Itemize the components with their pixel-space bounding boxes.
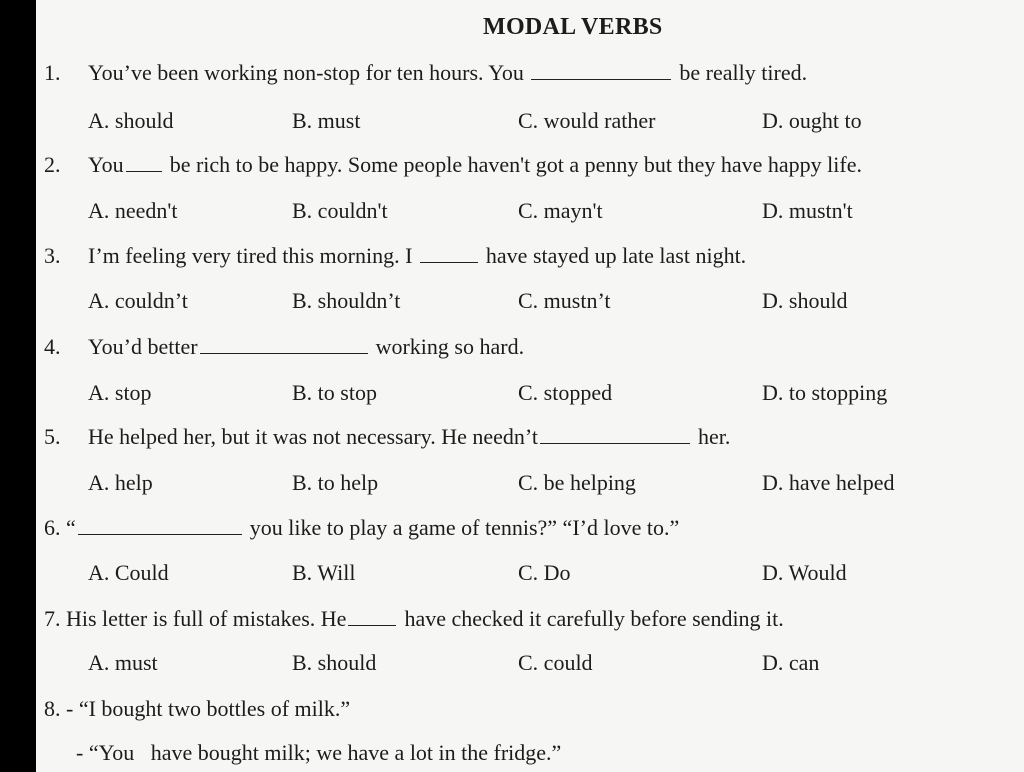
question-text-after: you like to play a game of tennis?” “I’d love to.” — [249, 515, 680, 540]
question-text-before: He helped her, but it was not necessary. He needn’t — [88, 424, 538, 449]
question-number: 4. — [44, 334, 61, 359]
option-d: D. have helped — [762, 470, 895, 495]
option-d: D. can — [762, 650, 820, 675]
option-c: C. be helping — [518, 470, 636, 495]
question-text-after: have checked it carefully before sending it. — [404, 606, 784, 631]
question-4 — [44, 334, 524, 360]
answer-blank — [348, 607, 396, 626]
option-a: A. Could — [88, 560, 169, 585]
answer-blank — [200, 335, 368, 354]
option-b: B. to help — [292, 470, 379, 495]
question-number: 1. — [44, 60, 61, 85]
option-b: B. shouldn’t — [292, 288, 401, 313]
question-number: 8. — [44, 696, 61, 721]
question-text-after: be really tired. — [679, 60, 808, 85]
option-d: D. to stopping — [762, 380, 888, 405]
option-c: C. would rather — [518, 108, 656, 133]
option-c: C. could — [518, 650, 593, 675]
question-number: 7. — [44, 606, 61, 631]
option-d: D. Would — [762, 560, 847, 585]
option-a: A. needn't — [88, 198, 178, 223]
option-a: A. must — [88, 650, 158, 675]
option-b: B. must — [292, 108, 361, 133]
option-d: D. ought to — [762, 108, 862, 133]
option-b: B. should — [292, 650, 377, 675]
question-6 — [44, 515, 679, 541]
option-b: B. couldn't — [292, 198, 388, 223]
question-8 — [44, 696, 350, 722]
option-a: A. couldn’t — [88, 288, 188, 313]
option-b: B. Will — [292, 560, 356, 585]
option-c: C. Do — [518, 560, 571, 585]
option-d: D. should — [762, 288, 848, 313]
option-c: C. stopped — [518, 380, 613, 405]
question-text-after: have stayed up late last night. — [485, 243, 747, 268]
question-number: 6. “ — [44, 515, 76, 540]
answer-blank — [126, 153, 162, 172]
question-text-before: You’ve been working non-stop for ten hours. You — [88, 60, 524, 85]
answer-blank — [420, 244, 478, 263]
worksheet-page — [36, 0, 1024, 772]
question-text-before: - “I bought two bottles of milk.” — [66, 696, 351, 721]
question-number: 2. — [44, 152, 61, 177]
page-title: MODAL VERBS — [483, 14, 663, 40]
question-2 — [44, 152, 862, 178]
option-c: C. mayn't — [518, 198, 603, 223]
question-text-before: I’m feeling very tired this morning. I — [88, 243, 413, 268]
option-a: A. stop — [88, 380, 152, 405]
question-text-before: His letter is full of mistakes. He — [66, 606, 347, 631]
option-a: A. help — [88, 470, 153, 495]
option-d: D. mustn't — [762, 198, 853, 223]
question-number: 3. — [44, 243, 61, 268]
answer-blank — [540, 425, 690, 444]
answer-blank — [78, 516, 242, 535]
question-text-after: be rich to be happy. Some people haven't got a penny but they have happy life. — [169, 152, 862, 177]
question-3 — [44, 243, 746, 269]
question-text-before: You — [88, 152, 124, 177]
option-b: B. to stop — [292, 380, 377, 405]
question-text-after: her. — [697, 424, 731, 449]
question-1 — [44, 60, 807, 86]
question-number: 5. — [44, 424, 61, 449]
question-7 — [44, 606, 784, 632]
question-text-after: working so hard. — [375, 334, 525, 359]
question-8-reply: - “You have bought milk; we have a lot in the fridge.” — [76, 740, 562, 765]
answer-blank — [531, 61, 671, 80]
question-text-before: You’d better — [88, 334, 198, 359]
option-a: A. should — [88, 108, 174, 133]
option-c: C. mustn’t — [518, 288, 611, 313]
question-5 — [44, 424, 730, 450]
